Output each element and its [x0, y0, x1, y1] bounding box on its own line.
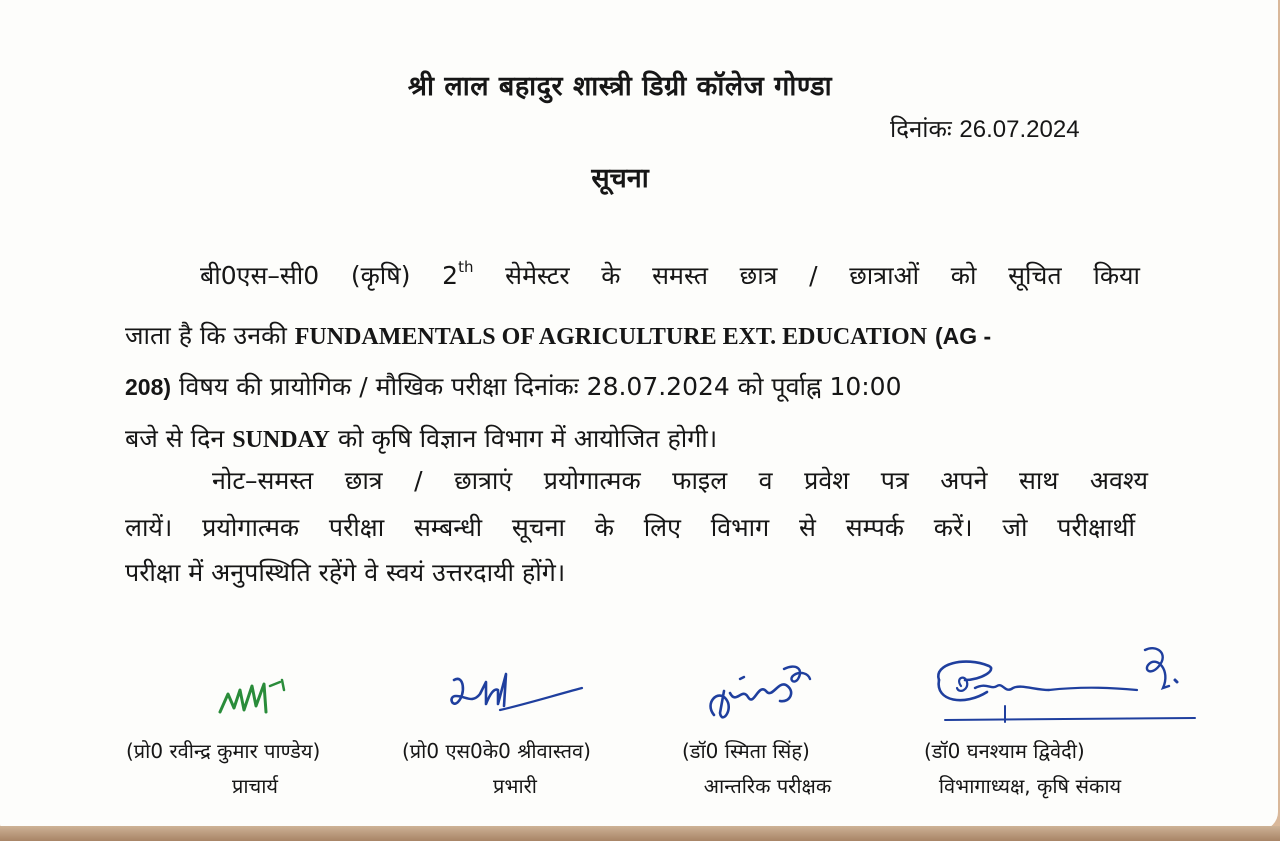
signatory-role-internal-examiner: आन्तरिक परीक्षक — [703, 774, 832, 798]
exam-day: SUNDAY — [232, 427, 331, 453]
signature-principal — [210, 672, 310, 727]
subject-code: (AG - — [935, 323, 992, 349]
body-text: बजे से दिन — [125, 424, 233, 453]
body-line-4 — [125, 426, 717, 452]
note-line-3: परीक्षा में अनुपस्थिति रहेंगे वे स्वयं उत्तरदायी होंगे। — [125, 558, 566, 587]
subject-code-end: 208) — [125, 374, 172, 400]
note-line-1: नोट–समस्त छात्र / छात्राएं प्रयोगात्मक फाइल व प्रवेश पत्र अपने साथ अवश्य — [212, 466, 1148, 495]
college-name: श्री लाल बहादुर शास्त्री डिग्री कॉलेज गोण्डा — [407, 71, 833, 102]
notice-date — [890, 112, 1080, 145]
signatory-name-principal: (प्रो0 रवीन्द्र कुमार पाण्डेय) — [126, 739, 321, 763]
semester-superscript: th — [458, 258, 474, 276]
signature-internal-examiner — [700, 655, 820, 735]
date-label: दिनांकः — [890, 115, 952, 143]
body-text: जाता है कि उनकी — [125, 321, 295, 350]
signatory-role-principal: प्राचार्य — [231, 774, 279, 798]
signatory-role-hod: विभागाध्यक्ष, कृषि संकाय — [938, 774, 1122, 798]
signature-incharge — [440, 668, 585, 723]
notice-title: सूचना — [591, 163, 649, 194]
note-line-2: लायें। प्रयोगात्मक परीक्षा सम्बन्धी सूचना के लिए विभाग से सम्पर्क करें। जो परीक्षार्थी — [125, 513, 1135, 542]
exam-details: विषय की प्रायोगिक / मौखिक परीक्षा दिनांकः 28.07.2024 को पूर्वाह्न 10:00 — [171, 372, 902, 401]
signatory-name-incharge: (प्रो0 एस0के0 श्रीवास्तव) — [402, 739, 591, 763]
body-line-2 — [125, 323, 991, 349]
signature-hod — [925, 640, 1205, 725]
body-text: को कृषि विज्ञान विभाग में आयोजित होगी। — [330, 424, 718, 453]
date-value: 26.07.2024 — [959, 116, 1080, 143]
subject-name: FUNDAMENTALS OF AGRICULTURE EXT. EDUCATION — [294, 324, 928, 350]
body-line-1 — [200, 260, 1140, 288]
signatory-role-incharge: प्रभारी — [493, 774, 537, 798]
body-text: सेमेस्टर के समस्त छात्र / छात्राओं को सूचित किया — [473, 261, 1141, 290]
body-line-3 — [125, 374, 902, 399]
course-text: बी0एस–सी0 (कृषि) 2 — [200, 261, 459, 290]
signatory-name-hod: (डॉ0 घनश्याम द्विवेदी) — [924, 739, 1085, 763]
table-background — [0, 826, 1280, 841]
signatory-name-internal-examiner: (डॉ0 स्मिता सिंह) — [682, 739, 810, 763]
